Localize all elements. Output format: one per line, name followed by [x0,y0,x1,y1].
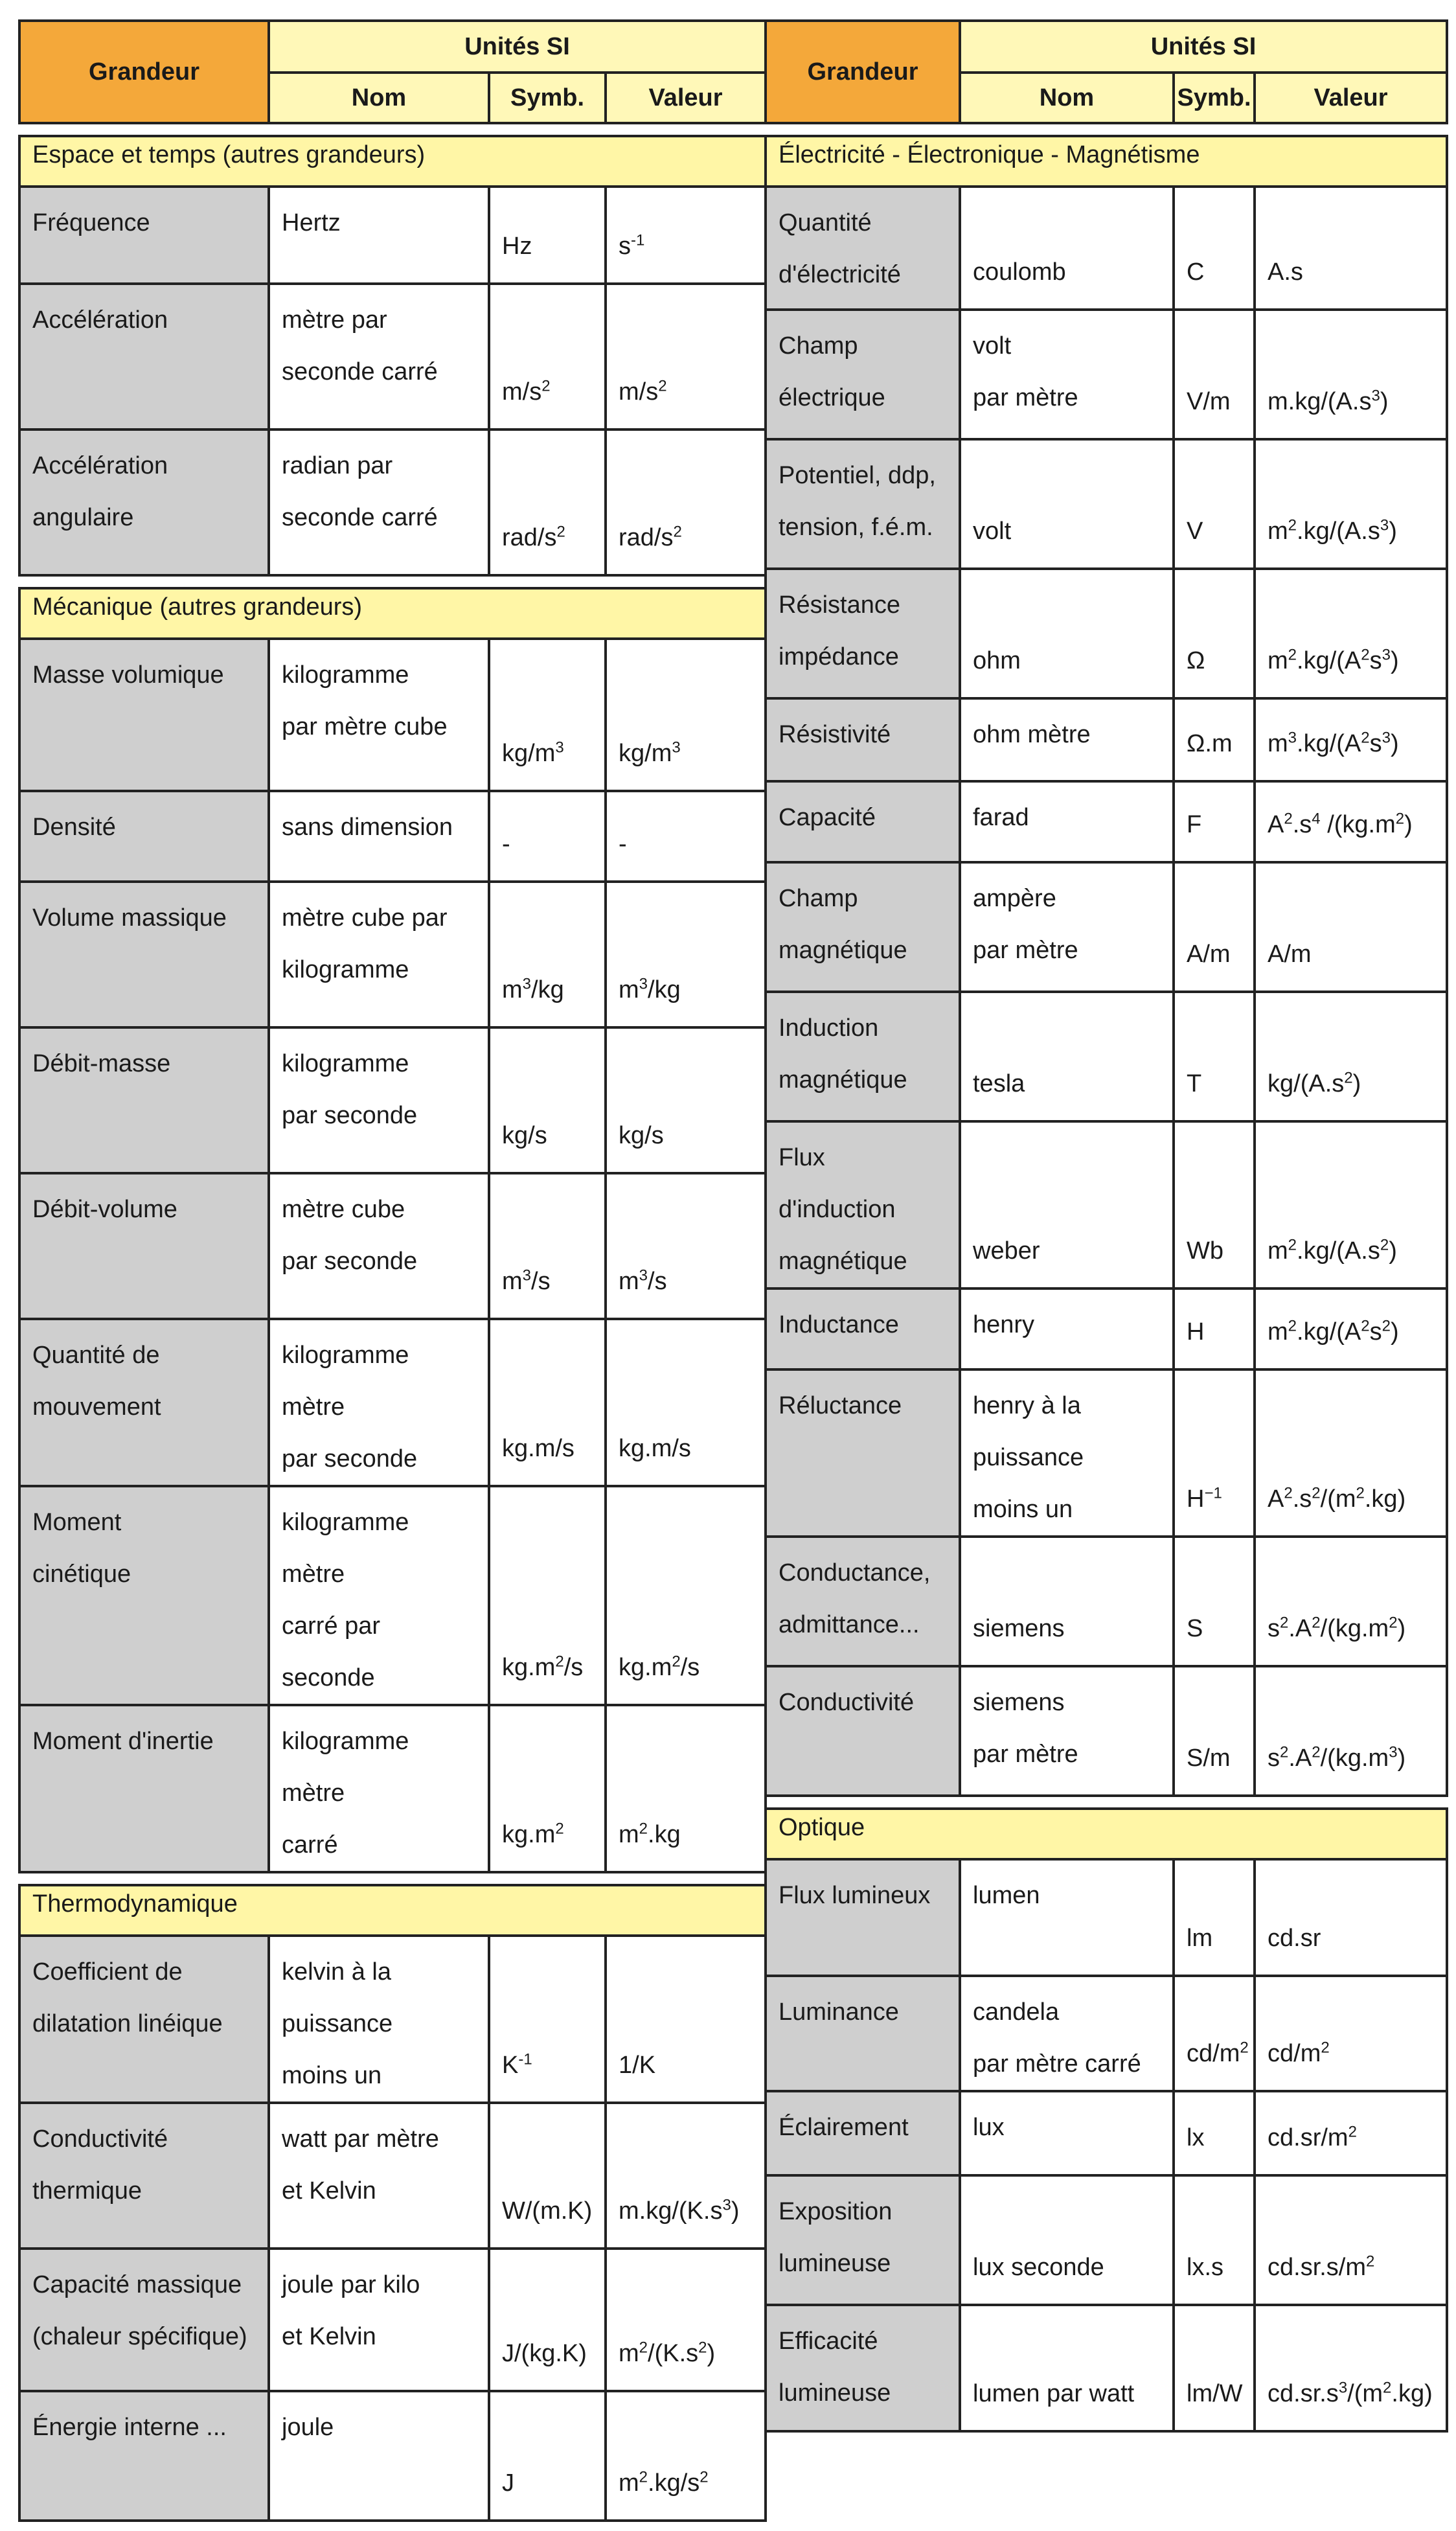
header-nom: Nom [960,73,1174,123]
valeur-cell: $A^2.s^2/(m^2.kg)$ [1255,1369,1447,1537]
grandeur-cell: Moment d'inertie [19,1705,269,1872]
nom-cell: tesla [960,992,1174,1121]
table-row [19,882,766,1027]
nom-cell: kilogramme mètre par seconde [269,1319,489,1486]
table-row [766,2175,1447,2305]
section-title: Mécanique (autres grandeurs) [19,588,766,639]
nom-cell: kilogramme par mètre cube [269,639,489,791]
table-row [19,1319,766,1486]
nom-cell: kilogramme par seconde [269,1027,489,1173]
symbol-cell: J [489,2391,606,2521]
grandeur-cell: Inductance [766,1288,960,1369]
valeur-cell: $m^2.kg/s^2$ [606,2391,766,2521]
grandeur-cell: Volume massique [19,882,269,1027]
section-header-row [19,136,766,187]
valeur-cell: $kg.m^2/s$ [606,1486,766,1705]
symbol-cell: rad/$s^2$ [489,429,606,575]
nom-cell: joule [269,2391,489,2521]
nom-cell: sans dimension [269,791,489,882]
table-row [766,1537,1447,1666]
table-row [766,992,1447,1121]
symbol-cell: lm [1174,1859,1255,1976]
nom-cell: ohm [960,569,1174,698]
nom-cell: weber [960,1121,1174,1288]
grandeur-cell: Conductance, admittance... [766,1537,960,1666]
symbol-cell: $m^3/s$ [489,1173,606,1319]
valeur-cell: $cd.sr/m^2$ [1255,2091,1447,2175]
table-row [766,2091,1447,2175]
symbol-cell: - [489,791,606,882]
symbol-cell: $kg.m^2$ [489,1705,606,1872]
symbol-cell: lx [1174,2091,1255,2175]
valeur-cell: kg.m/s [606,1319,766,1486]
nom-cell: volt par mètre [960,310,1174,439]
header-valeur: Valeur [606,73,766,123]
table-row [766,2305,1447,2431]
spacer-cell [19,123,766,136]
symbol-cell: F [1174,781,1255,862]
valeur-cell: - [606,791,766,882]
symbol-cell: J/(kg.K) [489,2249,606,2391]
table-row [19,284,766,429]
grandeur-cell: Coefficient de dilatation linéique [19,1936,269,2103]
table-row [766,569,1447,698]
nom-cell: mètre cube par seconde [269,1173,489,1319]
spacer-cell [766,1796,1447,1809]
grandeur-cell: Capacité [766,781,960,862]
section-spacer [19,1872,766,1885]
nom-cell: kilogramme mètre carré par seconde [269,1486,489,1705]
header-valeur: Valeur [1255,73,1447,123]
symbol-cell: Hz [489,187,606,284]
grandeur-cell: Éclairement [766,2091,960,2175]
nom-cell: siemens [960,1537,1174,1666]
symbol-cell: A/m [1174,862,1255,992]
grandeur-cell: Luminance [766,1976,960,2091]
symbol-cell: C [1174,187,1255,310]
grandeur-cell: Réluctance [766,1369,960,1537]
left-table-body [19,21,766,2521]
nom-cell: lux seconde [960,2175,1174,2305]
valeur-cell: $A^2.s^4$ $/(kg.m^2)$ [1255,781,1447,862]
symbol-cell: Wb [1174,1121,1255,1288]
nom-cell: Hertz [269,187,489,284]
valeur-cell: $m^2.kg/(A^2s^2)$ [1255,1288,1447,1369]
grandeur-cell: Potentiel, ddp, tension, f.é.m. [766,439,960,569]
symbol-cell: S [1174,1537,1255,1666]
symbol-cell: V/m [1174,310,1255,439]
grandeur-cell: Quantité de mouvement [19,1319,269,1486]
grandeur-cell: Résistance impédance [766,569,960,698]
section-title: Optique [766,1809,1447,1859]
nom-cell: watt par mètre et Kelvin [269,2103,489,2249]
grandeur-cell: Densité [19,791,269,882]
valeur-cell: kg/s [606,1027,766,1173]
valeur-cell: $m^3/kg$ [606,882,766,1027]
nom-cell: lux [960,2091,1174,2175]
table-row [19,187,766,284]
section-title: Thermodynamique [19,1885,766,1936]
nom-cell: siemens par mètre [960,1666,1174,1796]
section-spacer [19,123,766,136]
grandeur-cell: Induction magnétique [766,992,960,1121]
grandeur-cell: Accélération angulaire [19,429,269,575]
si-units-table-right [764,19,1448,2433]
table-row [19,2103,766,2249]
right-table-column [764,19,1446,2433]
table-row [766,1666,1447,1796]
valeur-cell: $cd.sr.s/m^2$ [1255,2175,1447,2305]
section-header-row [19,1885,766,1936]
table-row [19,1486,766,1705]
symbol-cell: $K^{-1}$ [489,1936,606,2103]
spacer-cell [19,575,766,588]
valeur-cell: $s^{-1}$ [606,187,766,284]
nom-cell: farad [960,781,1174,862]
si-units-table-left [18,19,767,2522]
valeur-cell: $m^3.kg/(A^2s^3)$ [1255,698,1447,781]
header-nom: Nom [269,73,489,123]
table-row [766,187,1447,310]
section-header-row [19,588,766,639]
valeur-cell: $cd.sr.s^3/(m^2.kg)$ [1255,2305,1447,2431]
nom-cell: mètre par seconde carré [269,284,489,429]
section-spacer [19,575,766,588]
nom-cell: henry à la puissance moins un [960,1369,1174,1537]
symbol-cell: W/(m.K) [489,2103,606,2249]
spacer-cell [19,1872,766,1885]
table-row [766,862,1447,992]
table-row [19,791,766,882]
valeur-cell: $m^2/(K.s^2)$ [606,2249,766,2391]
grandeur-cell: Fréquence [19,187,269,284]
header-grandeur: Grandeur [766,21,960,123]
symbol-cell: T [1174,992,1255,1121]
valeur-cell: $kg/m^3$ [606,639,766,791]
table-row [19,1705,766,1872]
valeur-cell: A/m [1255,862,1447,992]
symbol-cell: $kg/m^3$ [489,639,606,791]
grandeur-cell: Conductivité [766,1666,960,1796]
valeur-cell: $m/s^2$ [606,284,766,429]
symbol-cell: $cd/m^2$ [1174,1976,1255,2091]
valeur-cell: $s^2.A^2/(kg.m^3)$ [1255,1666,1447,1796]
section-title: Espace et temps (autres grandeurs) [19,136,766,187]
nom-cell: ohm mètre [960,698,1174,781]
symbol-cell: kg.m/s [489,1319,606,1486]
grandeur-cell: Flux d'induction magnétique [766,1121,960,1288]
valeur-cell: rad/$s^2$ [606,429,766,575]
table-row [766,1859,1447,1976]
grandeur-cell: Exposition lumineuse [766,2175,960,2305]
valeur-cell: $cd/m^2$ [1255,1976,1447,2091]
table-row [766,439,1447,569]
valeur-cell: $m^2.kg/(A.s^2)$ [1255,1121,1447,1288]
header-grandeur: Grandeur [19,21,269,123]
valeur-cell: $kg/(A.s^2)$ [1255,992,1447,1121]
grandeur-cell: Énergie interne ... [19,2391,269,2521]
right-table-body [766,21,1447,2431]
grandeur-cell: Quantité d'électricité [766,187,960,310]
symbol-cell: V [1174,439,1255,569]
valeur-cell: $m^3/s$ [606,1173,766,1319]
nom-cell: joule par kilo et Kelvin [269,2249,489,2391]
table-row [766,698,1447,781]
header-symb: Symb. [489,73,606,123]
nom-cell: volt [960,439,1174,569]
valeur-cell: $m.kg/(A.s^3)$ [1255,310,1447,439]
header-unites-si: Unités SI [269,21,766,73]
section-header-row [766,136,1447,187]
grandeur-cell: Champ magnétique [766,862,960,992]
nom-cell: coulomb [960,187,1174,310]
symbol-cell: $m/s^2$ [489,284,606,429]
valeur-cell: $m^2.kg$ [606,1705,766,1872]
symbol-cell: $m^3/kg$ [489,882,606,1027]
grandeur-cell: Efficacité lumineuse [766,2305,960,2431]
section-spacer [766,123,1447,136]
table-row [766,1976,1447,2091]
table-row [766,1288,1447,1369]
grandeur-cell: Résistivité [766,698,960,781]
nom-cell: kelvin à la puissance moins un [269,1936,489,2103]
valeur-cell: 1/K [606,1936,766,2103]
symbol-cell: S/m [1174,1666,1255,1796]
symbol-cell: lx.s [1174,2175,1255,2305]
nom-cell: radian par seconde carré [269,429,489,575]
section-header-row [766,1809,1447,1859]
grandeur-cell: Débit-volume [19,1173,269,1319]
nom-cell: lumen [960,1859,1174,1976]
table-row [19,429,766,575]
nom-cell: candela par mètre carré [960,1976,1174,2091]
grandeur-cell: Champ électrique [766,310,960,439]
spacer-cell [766,123,1447,136]
left-table-column [18,19,764,2522]
symbol-cell: Ω.m [1174,698,1255,781]
table-row [766,1121,1447,1288]
symbol-cell: $H^{-1}$ [1174,1369,1255,1537]
grandeur-cell: Capacité massique (chaleur spécifique) [19,2249,269,2391]
table-row [19,639,766,791]
nom-cell: ampère par mètre [960,862,1174,992]
symbol-cell: H [1174,1288,1255,1369]
header-symb: Symb. [1174,73,1255,123]
grandeur-cell: Moment cinétique [19,1486,269,1705]
symbol-cell: lm/W [1174,2305,1255,2431]
table-row [19,2391,766,2521]
valeur-cell: $s^2.A^2/(kg.m^2)$ [1255,1537,1447,1666]
table-row [766,1369,1447,1537]
valeur-cell: A.s [1255,187,1447,310]
valeur-cell: $m^2.kg/(A.s^3)$ [1255,439,1447,569]
symbol-cell: kg/s [489,1027,606,1173]
table-row [19,1027,766,1173]
grandeur-cell: Conductivité thermique [19,2103,269,2249]
table-row [19,2249,766,2391]
table-row [766,781,1447,862]
nom-cell: mètre cube par kilogramme [269,882,489,1027]
valeur-cell: $m.kg/(K.s^3)$ [606,2103,766,2249]
grandeur-cell: Débit-masse [19,1027,269,1173]
valeur-cell: $m^2.kg/(A^2s^3)$ [1255,569,1447,698]
grandeur-cell: Masse volumique [19,639,269,791]
grandeur-cell: Flux lumineux [766,1859,960,1976]
grandeur-cell: Accélération [19,284,269,429]
header-unites-si: Unités SI [960,21,1447,73]
valeur-cell: cd.sr [1255,1859,1447,1976]
nom-cell: henry [960,1288,1174,1369]
symbol-cell: Ω [1174,569,1255,698]
section-spacer [766,1796,1447,1809]
table-row [766,310,1447,439]
symbol-cell: $kg.m^2/s$ [489,1486,606,1705]
table-row [19,1936,766,2103]
nom-cell: kilogramme mètre carré [269,1705,489,1872]
nom-cell: lumen par watt [960,2305,1174,2431]
section-title: Électricité - Électronique - Magnétisme [766,136,1447,187]
table-row [19,1173,766,1319]
